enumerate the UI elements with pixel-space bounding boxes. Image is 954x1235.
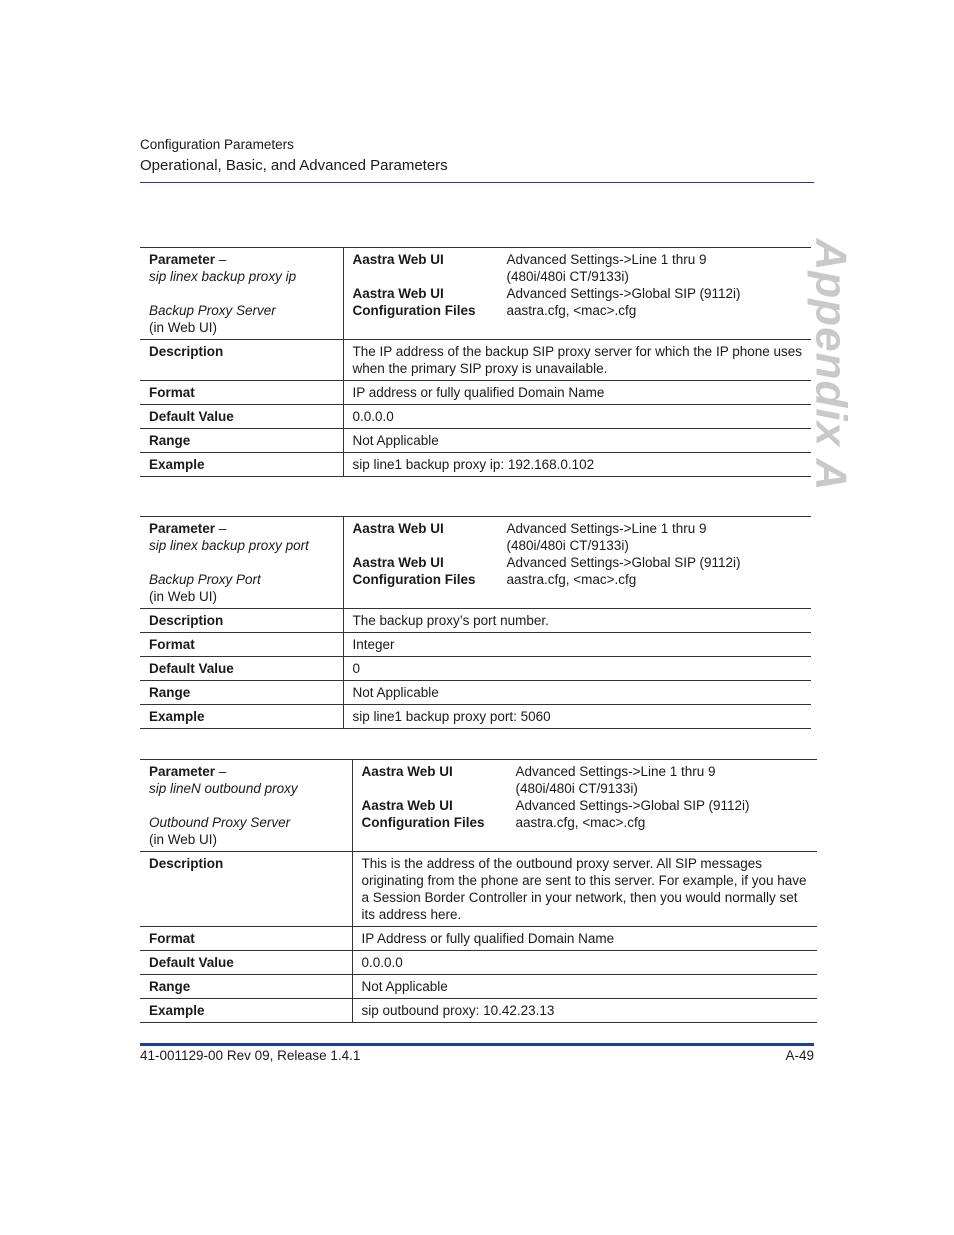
row-label: Format xyxy=(149,385,195,400)
row-value: sip line1 backup proxy ip: 192.168.0.102 xyxy=(343,453,811,477)
param-row xyxy=(140,517,811,609)
location-value: aastra.cfg, <mac>.cfg xyxy=(506,572,637,587)
location-cell xyxy=(343,517,811,609)
param-table-backup-proxy-port xyxy=(140,516,811,729)
row-label: Description xyxy=(149,613,224,628)
table-row xyxy=(140,381,811,405)
table-row xyxy=(140,340,811,381)
row-value: 0.0.0.0 xyxy=(343,405,811,429)
row-value: sip line1 backup proxy port: 5060 xyxy=(343,705,811,729)
location-row xyxy=(353,251,804,285)
row-label: Range xyxy=(149,979,191,994)
location-row xyxy=(353,302,804,319)
param-label: Parameter xyxy=(149,764,216,779)
row-label: Default Value xyxy=(149,955,234,970)
web-ui-note: (in Web UI) xyxy=(149,589,218,604)
location-row xyxy=(362,797,810,814)
table-row xyxy=(140,927,817,951)
location-cell xyxy=(352,760,817,852)
table-row xyxy=(140,633,811,657)
location-row xyxy=(362,814,810,831)
row-label: Default Value xyxy=(149,661,234,676)
param-label: Parameter xyxy=(149,252,216,267)
param-name: sip linex backup proxy port xyxy=(149,538,309,553)
location-row xyxy=(353,285,804,302)
location-value: Advanced Settings->Global SIP (9112i) xyxy=(506,286,741,301)
table-row xyxy=(140,453,811,477)
param-dash: – xyxy=(215,521,227,536)
param-cell xyxy=(140,760,352,852)
location-key: Aastra Web UI xyxy=(352,252,444,267)
location-value: Advanced Settings->Line 1 thru 9 xyxy=(506,521,707,536)
web-ui-name: Backup Proxy Port xyxy=(149,572,261,587)
param-label: Parameter xyxy=(149,521,216,536)
location-key: Configuration Files xyxy=(352,303,476,318)
row-value: Not Applicable xyxy=(352,975,817,999)
footer-page-number: A-49 xyxy=(785,1048,814,1063)
row-value: IP address or fully qualified Domain Name xyxy=(343,381,811,405)
row-value: 0.0.0.0 xyxy=(352,951,817,975)
web-ui-name: Outbound Proxy Server xyxy=(149,815,291,830)
web-ui-note: (in Web UI) xyxy=(149,832,218,847)
footer-doc-id: 41-001129-00 Rev 09, Release 1.4.1 xyxy=(140,1048,361,1063)
row-value: Not Applicable xyxy=(343,681,811,705)
footer-rule xyxy=(140,1043,814,1046)
row-label: Example xyxy=(149,457,205,472)
location-cell xyxy=(343,248,811,340)
web-ui-note: (in Web UI) xyxy=(149,320,218,335)
location-value: Advanced Settings->Line 1 thru 9 xyxy=(515,764,716,779)
param-table-backup-proxy-ip xyxy=(140,247,811,477)
table-row xyxy=(140,405,811,429)
location-row xyxy=(362,763,810,797)
location-key: Aastra Web UI xyxy=(361,764,453,779)
row-label: Example xyxy=(149,1003,205,1018)
param-row xyxy=(140,248,811,340)
location-key: Aastra Web UI xyxy=(352,521,444,536)
table-row xyxy=(140,609,811,633)
location-value: Advanced Settings->Line 1 thru 9 xyxy=(506,252,707,267)
location-key: Configuration Files xyxy=(361,815,485,830)
location-key: Aastra Web UI xyxy=(361,798,453,813)
location-value: (480i/480i CT/9133i) xyxy=(506,269,629,284)
table-row xyxy=(140,657,811,681)
row-value: Integer xyxy=(343,633,811,657)
location-row xyxy=(353,520,804,554)
header-rule xyxy=(140,182,814,183)
table-row xyxy=(140,975,817,999)
running-header-section: Configuration Parameters xyxy=(140,137,294,152)
location-key: Aastra Web UI xyxy=(352,286,444,301)
table-row xyxy=(140,681,811,705)
location-value: (480i/480i CT/9133i) xyxy=(515,781,638,796)
table-row xyxy=(140,429,811,453)
row-label: Range xyxy=(149,685,191,700)
param-cell xyxy=(140,248,343,340)
row-value: sip outbound proxy: 10.42.23.13 xyxy=(352,999,817,1023)
web-ui-name: Backup Proxy Server xyxy=(149,303,276,318)
param-dash: – xyxy=(215,252,227,267)
location-key: Configuration Files xyxy=(352,572,476,587)
row-label: Description xyxy=(149,856,224,871)
location-row xyxy=(353,554,804,571)
table-row xyxy=(140,705,811,729)
table-row xyxy=(140,999,817,1023)
location-key: Aastra Web UI xyxy=(352,555,444,570)
table-row xyxy=(140,951,817,975)
row-value: This is the address of the outbound proxy server. All SIP messages originating from the phone are sent to this server. For example, if you have a Session Border Controller in your network, then you would normally set its address here. xyxy=(352,852,817,927)
row-label: Example xyxy=(149,709,205,724)
row-label: Format xyxy=(149,637,195,652)
running-header-title: Operational, Basic, and Advanced Parameters xyxy=(140,157,448,174)
location-value: aastra.cfg, <mac>.cfg xyxy=(506,303,637,318)
appendix-side-tab-label: Appendix A xyxy=(806,238,856,492)
param-row xyxy=(140,760,817,852)
row-label: Default Value xyxy=(149,409,234,424)
row-label: Format xyxy=(149,931,195,946)
row-value: The backup proxy’s port number. xyxy=(343,609,811,633)
location-value: (480i/480i CT/9133i) xyxy=(506,538,629,553)
param-name: sip linex backup proxy ip xyxy=(149,269,297,284)
location-value: Advanced Settings->Global SIP (9112i) xyxy=(515,798,750,813)
row-value: Not Applicable xyxy=(343,429,811,453)
row-label: Description xyxy=(149,344,224,359)
param-dash: – xyxy=(215,764,227,779)
table-row xyxy=(140,852,817,927)
param-cell xyxy=(140,517,343,609)
location-row xyxy=(353,571,804,588)
row-label: Range xyxy=(149,433,191,448)
row-value: IP Address or fully qualified Domain Name xyxy=(352,927,817,951)
param-name: sip lineN outbound proxy xyxy=(149,781,298,796)
row-value: 0 xyxy=(343,657,811,681)
location-value: aastra.cfg, <mac>.cfg xyxy=(515,815,646,830)
location-value: Advanced Settings->Global SIP (9112i) xyxy=(506,555,741,570)
param-table-outbound-proxy xyxy=(140,759,817,1023)
row-value: The IP address of the backup SIP proxy server for which the IP phone uses when the primary SIP proxy is unavailable. xyxy=(343,340,811,381)
